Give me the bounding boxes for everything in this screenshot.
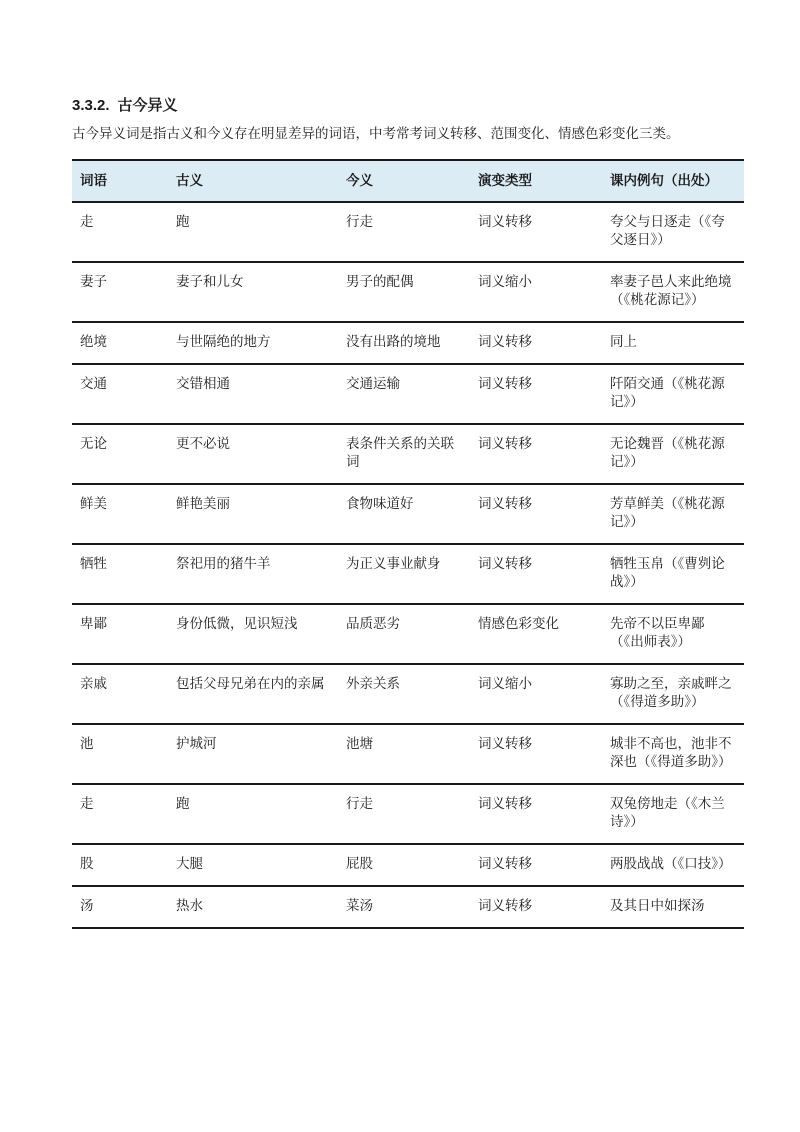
header-modern-meaning: 今义 [338,160,470,202]
example-cell: 城非不高也，池非不深也（《得道多助》） [602,724,744,784]
header-evolution-type: 演变类型 [470,160,602,202]
example-cell: 夸父与日逐走（《夸父逐日》） [602,202,744,262]
table-row [72,484,744,544]
example-cell: 无论魏晋（《桃花源记》） [602,424,744,484]
word-cell: 无论 [72,424,168,484]
ancient-modern-meaning-table [72,159,744,929]
evolution-type-cell: 词义转移 [470,886,602,928]
evolution-type-cell: 词义转移 [470,202,602,262]
ancient-meaning-cell: 更不必说 [168,424,338,484]
evolution-type-cell: 词义转移 [470,364,602,424]
table-row [72,544,744,604]
word-cell: 牺牲 [72,544,168,604]
modern-meaning-cell: 食物味道好 [338,484,470,544]
example-cell: 牺牲玉帛（《曹刿论战》） [602,544,744,604]
ancient-meaning-cell: 交错相通 [168,364,338,424]
word-cell: 走 [72,202,168,262]
example-cell: 芳草鲜美（《桃花源记》） [602,484,744,544]
word-cell: 妻子 [72,262,168,322]
word-cell: 走 [72,784,168,844]
table-header-row [72,160,744,202]
modern-meaning-cell: 行走 [338,784,470,844]
word-cell: 汤 [72,886,168,928]
table-row [72,604,744,664]
ancient-meaning-cell: 跑 [168,202,338,262]
table-row [72,724,744,784]
modern-meaning-cell: 外亲关系 [338,664,470,724]
document-page [72,96,744,929]
ancient-meaning-cell: 护城河 [168,724,338,784]
modern-meaning-cell: 池塘 [338,724,470,784]
word-cell: 鲜美 [72,484,168,544]
header-ancient-meaning: 古义 [168,160,338,202]
table-row [72,364,744,424]
table-row [72,202,744,262]
ancient-meaning-cell: 妻子和儿女 [168,262,338,322]
evolution-type-cell: 情感色彩变化 [470,604,602,664]
evolution-type-cell: 词义转移 [470,322,602,364]
header-example-source: 课内例句（出处） [602,160,744,202]
evolution-type-cell: 词义转移 [470,724,602,784]
example-cell: 及其日中如探汤 [602,886,744,928]
example-cell: 同上 [602,322,744,364]
evolution-type-cell: 词义转移 [470,844,602,886]
modern-meaning-cell: 表条件关系的关联词 [338,424,470,484]
ancient-meaning-cell: 鲜艳美丽 [168,484,338,544]
table-row [72,886,744,928]
example-cell: 率妻子邑人来此绝境（《桃花源记》） [602,262,744,322]
modern-meaning-cell: 屁股 [338,844,470,886]
table-row [72,424,744,484]
ancient-meaning-cell: 热水 [168,886,338,928]
word-cell: 池 [72,724,168,784]
ancient-meaning-cell: 祭祀用的猪牛羊 [168,544,338,604]
example-cell: 阡陌交通（《桃花源记》） [602,364,744,424]
ancient-meaning-cell: 与世隔绝的地方 [168,322,338,364]
evolution-type-cell: 词义缩小 [470,664,602,724]
section-intro: 古今异义词是指古义和今义存在明显差异的词语，中考常考词义转移、范围变化、情感色彩变化三类。 [72,126,680,142]
ancient-meaning-cell: 大腿 [168,844,338,886]
table-row [72,784,744,844]
word-cell: 股 [72,844,168,886]
modern-meaning-cell: 为正义事业献身 [338,544,470,604]
modern-meaning-cell: 交通运输 [338,364,470,424]
word-cell: 交通 [72,364,168,424]
example-cell: 双兔傍地走（《木兰诗》） [602,784,744,844]
modern-meaning-cell: 品质恶劣 [338,604,470,664]
word-cell: 绝境 [72,322,168,364]
table-row [72,262,744,322]
evolution-type-cell: 词义转移 [470,784,602,844]
evolution-type-cell: 词义转移 [470,544,602,604]
word-cell: 亲戚 [72,664,168,724]
word-cell: 卑鄙 [72,604,168,664]
modern-meaning-cell: 菜汤 [338,886,470,928]
section-number: 3.3.2. [72,97,110,114]
ancient-meaning-cell: 包括父母兄弟在内的亲属 [168,664,338,724]
ancient-meaning-cell: 身份低微，见识短浅 [168,604,338,664]
example-cell: 寡助之至，亲戚畔之（《得道多助》） [602,664,744,724]
evolution-type-cell: 词义缩小 [470,262,602,322]
evolution-type-cell: 词义转移 [470,424,602,484]
header-word: 词语 [72,160,168,202]
example-cell: 先帝不以臣卑鄙（《出师表》） [602,604,744,664]
example-cell: 两股战战（《口技》） [602,844,744,886]
ancient-meaning-cell: 跑 [168,784,338,844]
table-row [72,844,744,886]
modern-meaning-cell: 行走 [338,202,470,262]
section-title: 古今异义 [117,97,178,114]
modern-meaning-cell: 没有出路的境地 [338,322,470,364]
section-heading [72,96,744,116]
modern-meaning-cell: 男子的配偶 [338,262,470,322]
table-row [72,664,744,724]
evolution-type-cell: 词义转移 [470,484,602,544]
table-row [72,322,744,364]
